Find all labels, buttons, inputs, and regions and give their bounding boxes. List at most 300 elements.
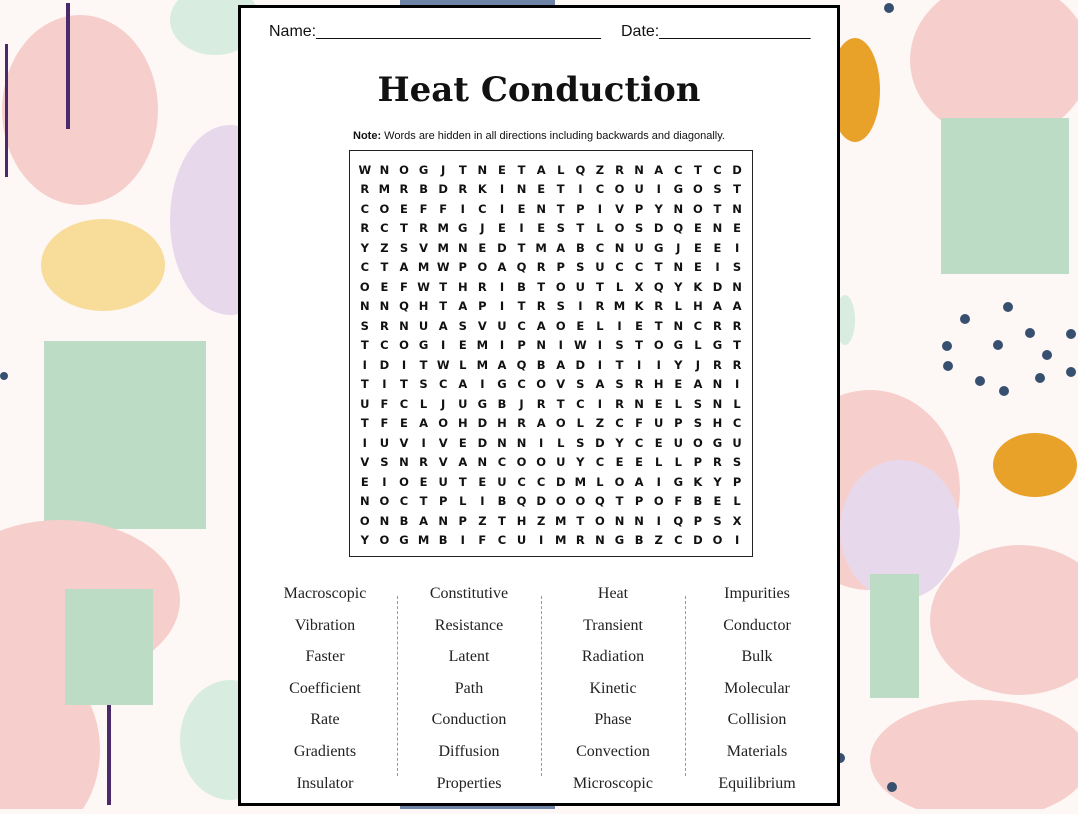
grid-letter: O [399,474,409,489]
grid-letter: E [498,221,506,236]
grid-letter: B [419,182,428,197]
grid-letter: A [536,416,546,431]
grid-letter: T [615,494,624,509]
grid-letter: C [634,260,644,275]
grid-letter: R [713,455,722,470]
grid-row [355,531,747,551]
grid-letter: D [536,494,546,509]
grid-letter: C [478,201,487,216]
grid-letter: G [418,162,429,177]
grid-letter: H [653,377,664,392]
grid-letter: T [654,260,663,275]
grid-letter: S [732,260,742,275]
grid-letter: G [653,240,664,255]
grid-letter: A [595,377,605,392]
name-field: Name:________________________________ [269,23,601,40]
grid-letter: O [379,533,390,548]
grid-letter: J [695,357,701,372]
grid-letter: H [497,416,507,431]
grid-row [355,414,747,434]
grid-letter: T [713,201,722,216]
grid-letter: L [694,338,702,353]
grid-letter: T [576,221,585,236]
grid-letter: B [438,533,448,548]
grid-letter: G [497,377,507,392]
grid-letter: G [399,533,409,548]
word-bank-item: Transient [583,616,643,634]
grid-letter: L [674,396,682,411]
grid-letter: G [673,474,684,489]
grid-row [355,375,747,395]
grid-letter: N [477,455,488,470]
grid-letter: C [360,260,370,275]
grid-letter: P [576,201,585,216]
grid-letter: A [458,377,468,392]
grid-letter: A [556,357,566,372]
grid-row [355,160,747,180]
grid-letter: J [676,240,681,255]
grid-letter: O [555,494,566,509]
grid-letter: M [437,221,449,236]
grid-letter: Q [399,299,409,314]
grid-letter: C [536,474,546,489]
grid-letter: N [497,435,507,450]
grid-letter: M [417,533,430,548]
grid-letter: A [497,357,507,372]
grid-letter: T [380,260,389,275]
grid-letter: N [732,201,742,216]
grid-letter: I [656,182,661,197]
grid-letter: C [615,260,624,275]
grid-row [355,511,747,531]
word-bank-item: Coefficient [289,679,361,697]
grid-letter: L [459,357,467,372]
grid-letter: O [555,318,566,333]
grid-letter: I [460,201,465,216]
grid-letter: F [380,396,389,411]
grid-letter: I [401,357,407,372]
grid-letter: P [478,299,487,314]
grid-letter: H [457,279,468,294]
grid-letter: O [712,533,723,548]
grid-letter: T [556,396,565,411]
grid-letter: I [382,474,387,489]
grid-letter: T [576,513,585,528]
grid-letter: P [517,338,526,353]
grid-letter: P [674,416,683,431]
grid-letter: J [441,162,446,177]
grid-letter: C [399,494,409,509]
grid-row [355,219,747,239]
grid-letter: N [516,182,527,197]
grid-letter: E [517,201,526,216]
grid-letter: U [458,396,468,411]
grid-letter: O [379,201,390,216]
grid-letter: R [477,279,487,294]
grid-letter: U [673,435,683,450]
grid-letter: C [693,318,703,333]
grid-letter: N [673,201,684,216]
word-column-3 [541,578,685,799]
grid-letter: S [615,377,624,392]
grid-letter: F [635,416,644,431]
grid-letter: O [693,201,703,216]
grid-letter: A [536,318,546,333]
grid-letter: D [732,162,742,177]
word-bank-item: Diffusion [438,742,500,760]
grid-letter: D [712,279,723,294]
word-bank-item: Macroscopic [283,585,367,602]
grid-letter: E [733,221,741,236]
grid-row [355,355,747,375]
grid-letter: Y [360,240,369,255]
grid-letter: I [578,182,583,197]
grid-letter: I [656,357,661,372]
grid-letter: C [517,318,526,333]
grid-letter: N [673,318,684,333]
grid-letter: V [360,455,370,470]
grid-letter: C [634,435,644,450]
grid-letter: C [576,396,585,411]
grid-letter: C [674,162,683,177]
grid-letter: N [712,377,723,392]
grid-letter: U [634,182,644,197]
grid-letter: R [615,162,624,177]
word-bank [253,578,829,793]
grid-letter: E [458,435,467,450]
grid-letter: A [419,513,429,528]
grid-letter: W [417,279,430,294]
grid-letter: I [499,338,505,353]
grid-letter: J [519,396,524,411]
grid-letter: O [595,513,605,528]
grid-letter: T [498,513,506,528]
grid-letter: O [399,162,409,177]
word-bank-item: Phase [594,711,632,729]
grid-letter: I [499,182,505,197]
grid-letter: S [693,396,703,411]
grid-letter: A [536,162,546,177]
grid-letter: T [654,318,663,333]
grid-letter: P [693,513,703,528]
grid-letter: Q [516,494,527,509]
grid-letter: U [360,396,370,411]
grid-letter: N [732,279,742,294]
grid-letter: Y [615,435,624,450]
grid-letter: I [715,260,720,275]
word-bank-item: Insulator [296,774,354,792]
grid-letter: O [614,221,625,236]
grid-letter: I [519,221,524,236]
grid-letter: P [458,260,467,275]
grid-letter: Y [654,201,663,216]
grid-row [355,180,747,200]
word-bank-item: Convection [576,742,650,760]
grid-letter: R [595,299,605,314]
grid-letter: N [379,299,390,314]
grid-letter: E [693,260,702,275]
word-search-grid [349,150,753,557]
grid-letter: V [556,377,566,392]
grid-letter: M [535,240,547,255]
instructions-note [241,130,837,142]
grid-letter: O [555,416,566,431]
grid-letter: T [419,494,428,509]
grid-letter: E [478,240,487,255]
grid-letter: G [614,533,625,548]
grid-letter: O [477,260,488,275]
grid-letter: A [438,318,448,333]
grid-letter: V [477,318,487,333]
grid-letter: L [674,455,682,470]
grid-letter: S [399,240,409,255]
grid-row [355,297,747,317]
grid-letter: X [732,513,742,528]
grid-letter: F [400,279,408,294]
grid-letter: S [556,299,565,314]
grid-letter: T [615,357,624,372]
grid-letter: Q [673,221,684,236]
grid-letter: C [713,162,722,177]
grid-letter: Q [575,162,586,177]
grid-letter: T [556,182,565,197]
word-bank-item: Conductor [723,616,791,634]
grid-letter: L [596,318,604,333]
worksheet-page [238,5,840,806]
word-bank-item: Faster [305,648,345,666]
grid-letter: I [382,377,387,392]
grid-letter: I [480,494,485,509]
grid-letter: S [615,338,624,353]
grid-letter: H [712,416,723,431]
grid-letter: N [712,396,723,411]
grid-row [355,472,747,492]
word-column-4 [685,578,829,799]
grid-letter: N [634,396,644,411]
grid-letter: C [595,455,605,470]
word-bank-item: Resistance [434,616,504,634]
grid-letter: X [634,279,644,294]
grid-letter: G [712,338,723,353]
grid-letter: F [478,533,487,548]
grid-letter: D [477,416,488,431]
grid-letter: E [400,416,408,431]
grid-letter: O [575,494,586,509]
grid-row [355,258,747,278]
grid-letter: G [712,435,723,450]
grid-letter: S [576,377,585,392]
grid-letter: Q [516,357,527,372]
grid-letter: E [537,182,546,197]
grid-letter: E [693,240,702,255]
grid-letter: L [596,474,604,489]
grid-letter: A [497,260,507,275]
grid-letter: C [380,338,389,353]
grid-letter: R [360,182,370,197]
grid-letter: I [656,513,661,528]
grid-letter: T [537,279,546,294]
grid-letter: L [557,162,565,177]
grid-letter: D [555,474,566,489]
grid-letter: N [399,318,409,333]
grid-letter: M [476,357,489,372]
grid-letter: N [516,435,527,450]
word-bank-item: Bulk [741,648,773,666]
word-bank-item: Gradients [293,742,357,760]
grid-letter: D [575,357,586,372]
grid-letter: U [497,318,507,333]
grid-letter: I [636,357,642,372]
grid-letter: T [360,377,369,392]
grid-letter: I [656,474,661,489]
grid-letter: Y [360,533,369,548]
grid-letter: Y [674,357,683,372]
grid-letter: D [477,435,488,450]
grid-letter: H [516,513,527,528]
word-bank-item: Properties [436,774,502,792]
grid-letter: T [693,162,702,177]
grid-letter: U [595,260,605,275]
grid-letter: M [417,260,430,275]
grid-letter: J [480,221,485,236]
grid-letter: V [615,201,624,216]
grid-letter: P [634,494,644,509]
grid-letter: N [595,533,605,548]
grid-letter: Q [516,260,527,275]
grid-letter: T [458,474,467,489]
grid-letter: O [536,455,547,470]
grid-letter: L [674,299,682,314]
word-bank-item: Rate [310,711,340,729]
grid-letter: C [732,416,742,431]
grid-letter: D [497,240,507,255]
grid-letter: F [674,494,683,509]
grid-letter: T [556,201,565,216]
word-bank-item: Radiation [581,648,645,666]
grid-letter: U [418,318,429,333]
grid-letter: E [693,221,702,236]
grid-letter: Q [595,494,605,509]
grid-letter: N [536,338,546,353]
grid-letter: O [653,494,664,509]
grid-letter: P [556,260,565,275]
word-bank-item: Materials [726,742,788,760]
grid-letter: P [458,513,467,528]
grid-letter: I [539,435,544,450]
grid-letter: C [595,182,605,197]
grid-letter: E [380,279,389,294]
grid-letter: C [497,455,507,470]
grid-letter: O [359,513,370,528]
grid-row [355,316,747,336]
grid-letter: K [693,279,703,294]
grid-letter: R [575,533,585,548]
grid-letter: S [576,435,585,450]
grid-letter: I [558,338,563,353]
grid-letter: U [497,474,507,489]
grid-letter: O [693,182,703,197]
grid-letter: I [480,377,485,392]
grid-letter: D [653,221,664,236]
grid-letter: M [437,240,449,255]
grid-letter: C [360,201,370,216]
grid-letter: T [517,299,526,314]
grid-letter: R [419,455,428,470]
grid-letter: S [634,221,644,236]
grid-letter: E [713,240,722,255]
grid-letter: O [399,338,409,353]
grid-letter: B [575,240,585,255]
grid-letter: B [399,513,409,528]
grid-letter: I [597,201,603,216]
grid-letter: R [634,377,644,392]
grid-letter: T [360,416,369,431]
grid-letter: M [574,474,587,489]
grid-letter: T [517,162,526,177]
grid-letter: U [575,279,585,294]
grid-letter: R [713,318,722,333]
grid-letter: G [418,338,429,353]
grid-letter: T [595,279,604,294]
grid-letter: F [439,201,448,216]
grid-letter: N [399,455,409,470]
worksheet-title: Heat Conduction [377,70,701,110]
grid-letter: T [400,377,408,392]
grid-letter: L [419,396,428,411]
grid-letter: A [713,299,722,314]
grid-letter: L [459,494,467,509]
grid-letter: U [438,474,448,489]
grid-letter: I [460,533,465,548]
grid-letter: A [399,260,409,275]
letter-grid [355,160,747,550]
grid-letter: N [457,240,468,255]
grid-letter: I [499,279,505,294]
grid-letter: E [654,396,663,411]
grid-letter: N [438,513,448,528]
word-bank-item: Equilibrium [718,774,796,792]
grid-letter: M [555,513,567,528]
grid-letter: R [536,396,546,411]
grid-letter: R [517,416,526,431]
grid-letter: I [539,533,544,548]
grid-letter: Z [595,416,605,431]
grid-letter: E [458,338,467,353]
grid-letter: S [380,455,389,470]
word-bank-item: Impurities [724,585,790,602]
grid-letter: Z [654,533,663,548]
word-bank-item: Constitutive [429,585,509,602]
grid-letter: A [556,240,566,255]
grid-letter: R [732,357,742,372]
grid-letter: O [614,182,625,197]
grid-letter: Q [673,513,684,528]
grid-letter: C [380,221,389,236]
grid-letter: U [556,455,566,470]
grid-letter: G [477,396,488,411]
grid-letter: F [419,201,428,216]
grid-letter: S [576,260,585,275]
grid-letter: E [478,474,487,489]
grid-letter: C [497,533,507,548]
grid-letter: W [573,338,587,353]
grid-letter: M [613,299,626,314]
grid-letter: G [458,221,468,236]
grid-letter: O [438,416,449,431]
grid-letter: I [578,299,583,314]
grid-letter: L [733,494,741,509]
grid-letter: C [517,377,526,392]
